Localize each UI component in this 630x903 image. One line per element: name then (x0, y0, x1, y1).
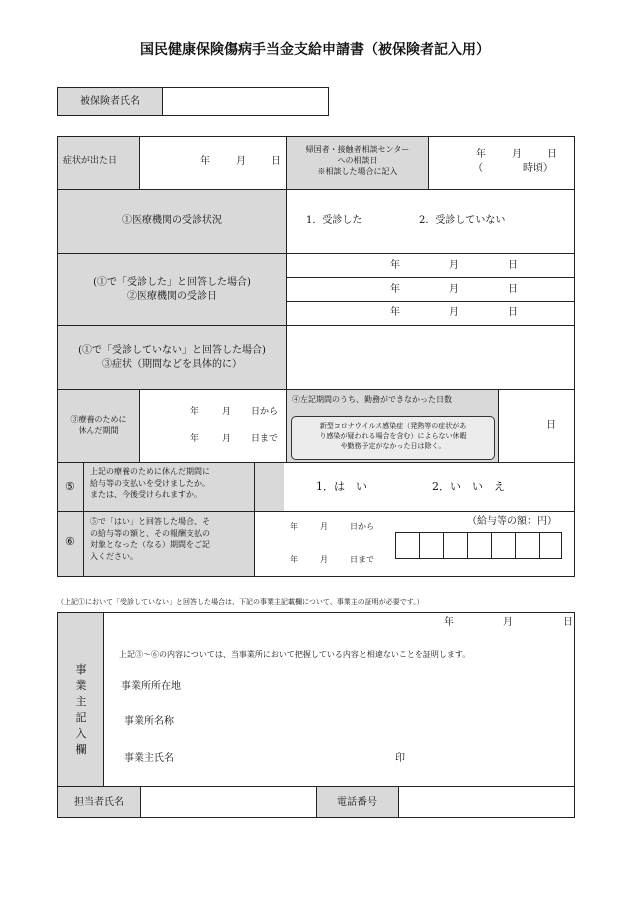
symptom-date-label: 症状が出た日 (63, 156, 118, 166)
workless-days-unit: 日 (546, 420, 556, 431)
consult-date-label: 帰国者・接触者相談センター への相談日 ※相談した場合に記入 (305, 145, 410, 176)
cert-day: 日 (563, 617, 573, 628)
symptom-date-field[interactable] (140, 137, 286, 189)
employer-office-label: 事業所名称 (124, 716, 174, 727)
page-title: 国民健康保険傷病手当金支給申請書（被保険者記入用） (140, 42, 490, 58)
pay-amount-boxes[interactable] (395, 532, 562, 559)
employer-note: （上記①において「受診していない」と回答した場合は、下記の事業主記載欄について、事業主の証明が必要です。） (57, 598, 424, 606)
pay-from-label: 日から (350, 522, 374, 531)
rest-to-label: 日まで (251, 434, 279, 444)
pay-amount-label: （給与等の額：円） (467, 516, 557, 527)
rest-to-year: 年 (190, 434, 200, 444)
rest-from-month: 月 (222, 407, 232, 417)
employer-address-label: 事業所所在地 (121, 681, 181, 692)
q2-label: (①で「受診した」と回答した場合) ②医療機関の受診日 (93, 277, 251, 302)
staff-name-field[interactable] (141, 787, 316, 817)
q4-label: ④左記期間のうち、勤務ができなかった日数 (292, 395, 452, 404)
visit1-day: 日 (508, 260, 518, 271)
cert-year: 年 (444, 617, 454, 628)
visit1-year: 年 (390, 260, 400, 271)
cert-month: 月 (503, 617, 513, 628)
q4-note-box (291, 416, 495, 460)
pay-from-month: 月 (320, 522, 328, 531)
consult-month: 月 (512, 149, 522, 160)
pay-to-year: 年 (290, 555, 298, 564)
consult-day: 日 (547, 149, 557, 160)
employer-side-label: 事業主記入欄 (75, 663, 87, 756)
q6-number: ⑥ (65, 535, 75, 548)
seal-mark: 印 (395, 753, 405, 764)
staff-name-label: 担当者氏名 (74, 797, 124, 808)
phone-field[interactable] (399, 787, 574, 817)
q3-label: (①で「受診していない」と回答した場合) ③症状（期間などを具体的に） (78, 345, 266, 370)
visit2-month: 月 (449, 284, 459, 295)
rest-to-month: 月 (222, 434, 232, 444)
insured-name-label: 被保険者氏名 (80, 96, 140, 107)
rest-from-label: 日から (251, 407, 279, 417)
q5-option-yes[interactable]: 1．は い (316, 480, 367, 493)
pay-to-label: 日まで (350, 555, 374, 564)
rest-period-label: ③療養のために 休んだ期間 (70, 415, 127, 436)
q6-question: ⑤で「はい」と回答した場合、そ の給与等の額と、その報酬支払の 対象となった（なる）期間をご記 入ください。 (90, 517, 210, 561)
pay-to-month: 月 (320, 555, 328, 564)
q5-number: ⑤ (65, 480, 75, 493)
q5-option-no[interactable]: 2．い い え (432, 480, 505, 493)
visit2-day: 日 (508, 284, 518, 295)
visit2-year: 年 (390, 284, 400, 295)
employer-certification: 上記③～⑥の内容については、当事業所において把握している内容と相違ないことを証明します。 (119, 650, 471, 659)
symptom-day: 日 (271, 156, 281, 167)
visit1-month: 月 (449, 260, 459, 271)
q1-label: ①医療機関の受診状況 (122, 215, 222, 226)
q1-option-not-visited[interactable]: 2．受診していない (419, 215, 506, 226)
q3-symptom-field[interactable] (287, 326, 574, 389)
rest-from-year: 年 (190, 407, 200, 417)
q1-option-visited[interactable]: 1．受診した (306, 215, 363, 226)
visit3-year: 年 (390, 307, 400, 318)
consult-time: （ 時頃） (473, 163, 553, 174)
insured-name-label-cell (57, 87, 163, 116)
symptom-year: 年 (200, 156, 210, 167)
q5-question: 上記の療養のために休んだ期間に 給与等の支払いを受けましたか。 または、今後受けられますか。 (90, 467, 210, 500)
symptom-month: 月 (236, 156, 246, 167)
visit3-month: 月 (449, 307, 459, 318)
phone-label: 電話番号 (337, 797, 377, 808)
consult-year: 年 (476, 149, 486, 160)
visit3-day: 日 (508, 307, 518, 318)
insured-name-field[interactable] (162, 87, 329, 116)
pay-from-year: 年 (290, 522, 298, 531)
employer-owner-label: 事業主氏名 (124, 753, 174, 764)
q4-note: 新型コロナウイルス感染症（発熱等の症状があ り感染が疑われる場合を含む）によらない休暇 や勤務予定がなかった日は除く。 (319, 422, 467, 450)
